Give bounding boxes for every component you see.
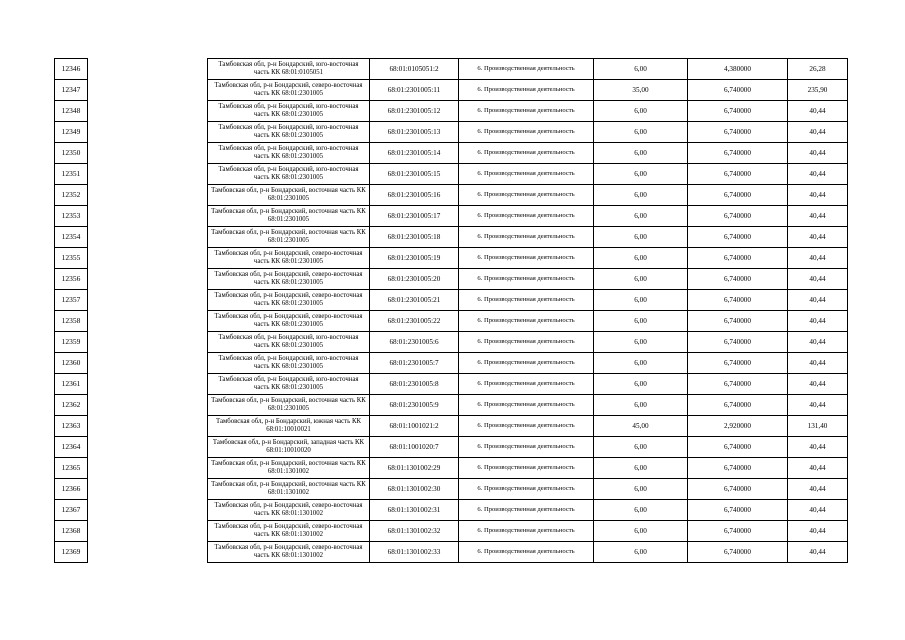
cell-area: 6,00 [593, 373, 688, 395]
cell-activity: 6. Производственная деятельность [458, 289, 594, 311]
cell-coef: 6,740000 [687, 541, 788, 563]
cell-cadastral: 68:01:2301005:12 [369, 100, 459, 122]
cell-cadastral: 68:01:2301005:16 [369, 184, 459, 206]
cell-num: 12346 [54, 58, 88, 80]
cell-address: Тамбовская обл, р-н Бондарский, северо-восточная часть КК 68:01:1301002 [207, 541, 370, 563]
cell-coef: 6,740000 [687, 310, 788, 332]
cell-activity: 6. Производственная деятельность [458, 478, 594, 500]
cell-activity: 6. Производственная деятельность [458, 331, 594, 353]
cell-num: 12360 [54, 352, 88, 374]
cell-cadastral: 68:01:2301005:7 [369, 352, 459, 374]
cell-coef: 6,740000 [687, 373, 788, 395]
cell-activity: 6. Производственная деятельность [458, 373, 594, 395]
cell-coef: 6,740000 [687, 331, 788, 353]
cell-area: 6,00 [593, 100, 688, 122]
cell-coef: 6,740000 [687, 226, 788, 248]
cell-coef: 6,740000 [687, 499, 788, 521]
cell-activity: 6. Производственная деятельность [458, 457, 594, 479]
cell-area: 6,00 [593, 58, 688, 80]
cell-cadastral: 68:01:2301005:13 [369, 121, 459, 143]
cell-address: Тамбовская обл, р-н Бондарский, северо-восточная часть КК 68:01:2301005 [207, 247, 370, 269]
cell-address: Тамбовская обл, р-н Бондарский, юго-восточная часть КК 68:01:0105051 [207, 58, 370, 80]
cell-num: 12363 [54, 415, 88, 437]
cell-cadastral: 68:01:0105051:2 [369, 58, 459, 80]
cell-num: 12362 [54, 394, 88, 416]
cell-address: Тамбовская обл, р-н Бондарский, восточная часть КК 68:01:1301002 [207, 478, 370, 500]
cell-address: Тамбовская обл, р-н Бондарский, южная часть КК 68:01:10010021 [207, 415, 370, 437]
cell-address: Тамбовская обл, р-н Бондарский, юго-восточная часть КК 68:01:2301005 [207, 163, 370, 185]
cell-num: 12348 [54, 100, 88, 122]
cell-cadastral: 68:01:2301005:14 [369, 142, 459, 164]
cell-coef: 6,740000 [687, 520, 788, 542]
cell-coef: 6,740000 [687, 247, 788, 269]
cell-address: Тамбовская обл, р-н Бондарский, юго-восточная часть КК 68:01:2301005 [207, 352, 370, 374]
cell-cadastral: 68:01:1301002:33 [369, 541, 459, 563]
cell-cadastral: 68:01:2301005:19 [369, 247, 459, 269]
cell-area: 6,00 [593, 121, 688, 143]
cell-num: 12366 [54, 478, 88, 500]
cell-num: 12350 [54, 142, 88, 164]
cell-activity: 6. Производственная деятельность [458, 394, 594, 416]
cell-activity: 6. Производственная деятельность [458, 310, 594, 332]
cell-coef: 6,740000 [687, 205, 788, 227]
cell-address: Тамбовская обл, р-н Бондарский, северо-восточная часть КК 68:01:2301005 [207, 289, 370, 311]
cell-address: Тамбовская обл, р-н Бондарский, юго-восточная часть КК 68:01:2301005 [207, 331, 370, 353]
cell-area: 6,00 [593, 289, 688, 311]
cell-num: 12365 [54, 457, 88, 479]
cell-sum: 235,90 [787, 79, 848, 101]
cell-sum: 40,44 [787, 226, 848, 248]
cell-num: 12358 [54, 310, 88, 332]
cell-coef: 4,380000 [687, 58, 788, 80]
cell-sum: 40,44 [787, 163, 848, 185]
cell-num: 12369 [54, 541, 88, 563]
cell-area: 6,00 [593, 352, 688, 374]
cell-activity: 6. Производственная деятельность [458, 499, 594, 521]
cell-coef: 6,740000 [687, 289, 788, 311]
cell-sum: 40,44 [787, 205, 848, 227]
cell-address: Тамбовская обл, р-н Бондарский, северо-восточная часть КК 68:01:2301005 [207, 268, 370, 290]
cell-address: Тамбовская обл, р-н Бондарский, западная часть КК 68:01:10010020 [207, 436, 370, 458]
cell-area: 6,00 [593, 310, 688, 332]
cell-address: Тамбовская обл, р-н Бондарский, восточная часть КК 68:01:2301005 [207, 205, 370, 227]
cell-address: Тамбовская обл, р-н Бондарский, северо-восточная часть КК 68:01:1301002 [207, 520, 370, 542]
cell-sum: 40,44 [787, 541, 848, 563]
cell-num: 12349 [54, 121, 88, 143]
cell-activity: 6. Производственная деятельность [458, 520, 594, 542]
cell-cadastral: 68:01:1301002:29 [369, 457, 459, 479]
cell-sum: 40,44 [787, 142, 848, 164]
cell-area: 6,00 [593, 205, 688, 227]
cell-area: 6,00 [593, 184, 688, 206]
cell-num: 12368 [54, 520, 88, 542]
cell-sum: 40,44 [787, 457, 848, 479]
cell-cadastral: 68:01:2301005:22 [369, 310, 459, 332]
cell-cadastral: 68:01:2301005:6 [369, 331, 459, 353]
cell-cadastral: 68:01:2301005:9 [369, 394, 459, 416]
cell-num: 12352 [54, 184, 88, 206]
cell-address: Тамбовская обл, р-н Бондарский, юго-восточная часть КК 68:01:2301005 [207, 373, 370, 395]
cell-sum: 40,44 [787, 100, 848, 122]
cell-coef: 6,740000 [687, 268, 788, 290]
cell-area: 6,00 [593, 457, 688, 479]
cell-sum: 40,44 [787, 247, 848, 269]
cell-coef: 6,740000 [687, 100, 788, 122]
cell-activity: 6. Производственная деятельность [458, 121, 594, 143]
cell-num: 12356 [54, 268, 88, 290]
cell-activity: 6. Производственная деятельность [458, 415, 594, 437]
cell-cadastral: 68:01:2301005:17 [369, 205, 459, 227]
cell-area: 6,00 [593, 142, 688, 164]
cell-activity: 6. Производственная деятельность [458, 247, 594, 269]
cell-address: Тамбовская обл, р-н Бондарский, восточная часть КК 68:01:2301005 [207, 184, 370, 206]
cell-sum: 26,28 [787, 58, 848, 80]
cell-num: 12364 [54, 436, 88, 458]
cell-num: 12354 [54, 226, 88, 248]
cell-activity: 6. Производственная деятельность [458, 268, 594, 290]
cell-coef: 6,740000 [687, 457, 788, 479]
cell-coef: 6,740000 [687, 142, 788, 164]
cell-cadastral: 68:01:2301005:20 [369, 268, 459, 290]
cell-coef: 6,740000 [687, 352, 788, 374]
cell-activity: 6. Производственная деятельность [458, 163, 594, 185]
cell-sum: 40,44 [787, 289, 848, 311]
cell-sum: 40,44 [787, 394, 848, 416]
cell-cadastral: 68:01:2301005:11 [369, 79, 459, 101]
cell-sum: 40,44 [787, 268, 848, 290]
cell-area: 6,00 [593, 331, 688, 353]
cell-sum: 40,44 [787, 520, 848, 542]
cell-num: 12351 [54, 163, 88, 185]
cell-sum: 40,44 [787, 373, 848, 395]
cell-activity: 6. Производственная деятельность [458, 79, 594, 101]
cell-sum: 40,44 [787, 184, 848, 206]
cell-address: Тамбовская обл, р-н Бондарский, восточная часть КК 68:01:2301005 [207, 226, 370, 248]
cell-address: Тамбовская обл, р-н Бондарский, юго-восточная часть КК 68:01:2301005 [207, 100, 370, 122]
cell-activity: 6. Производственная деятельность [458, 541, 594, 563]
cell-activity: 6. Производственная деятельность [458, 352, 594, 374]
cell-coef: 6,740000 [687, 394, 788, 416]
cell-area: 6,00 [593, 499, 688, 521]
cell-cadastral: 68:01:1001021:2 [369, 415, 459, 437]
cell-coef: 6,740000 [687, 79, 788, 101]
cell-num: 12361 [54, 373, 88, 395]
cell-sum: 40,44 [787, 478, 848, 500]
cell-coef: 6,740000 [687, 436, 788, 458]
cell-cadastral: 68:01:1301002:31 [369, 499, 459, 521]
cell-sum: 40,44 [787, 121, 848, 143]
cell-num: 12367 [54, 499, 88, 521]
cell-activity: 6. Производственная деятельность [458, 184, 594, 206]
cell-sum: 40,44 [787, 436, 848, 458]
cell-area: 6,00 [593, 394, 688, 416]
cell-num: 12355 [54, 247, 88, 269]
cell-area: 6,00 [593, 163, 688, 185]
cell-sum: 40,44 [787, 352, 848, 374]
cell-activity: 6. Производственная деятельность [458, 205, 594, 227]
cell-area: 6,00 [593, 436, 688, 458]
cell-cadastral: 68:01:1001020:7 [369, 436, 459, 458]
cell-activity: 6. Производственная деятельность [458, 436, 594, 458]
cell-cadastral: 68:01:1301002:32 [369, 520, 459, 542]
cell-cadastral: 68:01:1301002:30 [369, 478, 459, 500]
cell-coef: 2,920000 [687, 415, 788, 437]
cell-activity: 6. Производственная деятельность [458, 142, 594, 164]
cell-cadastral: 68:01:2301005:21 [369, 289, 459, 311]
cell-cadastral: 68:01:2301005:8 [369, 373, 459, 395]
cell-num: 12347 [54, 79, 88, 101]
cell-area: 6,00 [593, 226, 688, 248]
cell-sum: 40,44 [787, 310, 848, 332]
cell-address: Тамбовская обл, р-н Бондарский, северо-восточная часть КК 68:01:1301002 [207, 499, 370, 521]
cell-area: 45,00 [593, 415, 688, 437]
cell-area: 6,00 [593, 541, 688, 563]
cell-address: Тамбовская обл, р-н Бондарский, северо-восточная часть КК 68:01:2301005 [207, 79, 370, 101]
cell-sum: 131,40 [787, 415, 848, 437]
cell-address: Тамбовская обл, р-н Бондарский, восточная часть КК 68:01:2301005 [207, 394, 370, 416]
cell-activity: 6. Производственная деятельность [458, 100, 594, 122]
cell-activity: 6. Производственная деятельность [458, 226, 594, 248]
cell-coef: 6,740000 [687, 184, 788, 206]
cell-address: Тамбовская обл, р-н Бондарский, юго-восточная часть КК 68:01:2301005 [207, 142, 370, 164]
cell-address: Тамбовская обл, р-н Бондарский, восточная часть КК 68:01:1301002 [207, 457, 370, 479]
cell-sum: 40,44 [787, 331, 848, 353]
cell-area: 6,00 [593, 478, 688, 500]
cell-coef: 6,740000 [687, 163, 788, 185]
cell-address: Тамбовская обл, р-н Бондарский, северо-восточная часть КК 68:01:2301005 [207, 310, 370, 332]
cell-coef: 6,740000 [687, 478, 788, 500]
cell-coef: 6,740000 [687, 121, 788, 143]
cell-area: 6,00 [593, 520, 688, 542]
cell-address: Тамбовская обл, р-н Бондарский, юго-восточная часть КК 68:01:2301005 [207, 121, 370, 143]
cell-num: 12359 [54, 331, 88, 353]
cell-cadastral: 68:01:2301005:15 [369, 163, 459, 185]
cell-area: 35,00 [593, 79, 688, 101]
cell-cadastral: 68:01:2301005:18 [369, 226, 459, 248]
cell-sum: 40,44 [787, 499, 848, 521]
cell-num: 12353 [54, 205, 88, 227]
cell-activity: 6. Производственная деятельность [458, 58, 594, 80]
cell-area: 6,00 [593, 268, 688, 290]
cell-area: 6,00 [593, 247, 688, 269]
cell-num: 12357 [54, 289, 88, 311]
